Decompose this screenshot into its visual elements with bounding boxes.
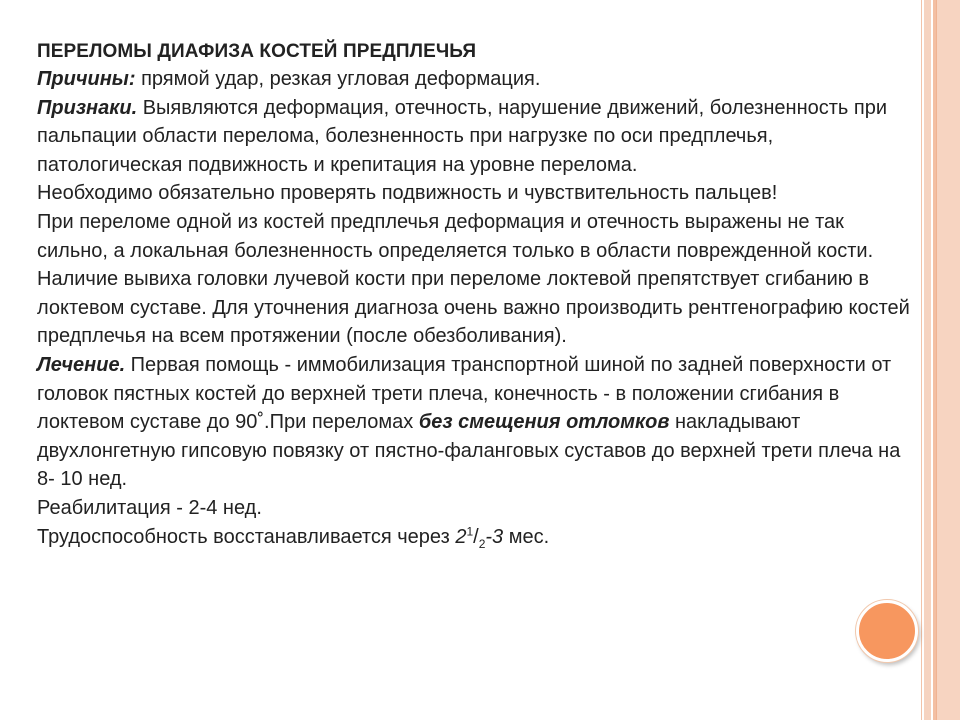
rehab-paragraph: Реабилитация - 2-4 нед. [37, 496, 262, 519]
treatment-text-1: Первая помощь - иммобилизация транспортной шиной по задней поверхности от головок пястных костей до верхней трети плеча, конечность - в положении сгибания в локтевом суставе до 90˚.При переломах [37, 353, 892, 434]
causes-label: Причины: [37, 68, 136, 90]
treatment-label: Лечение. [37, 353, 126, 376]
single-bone-paragraph: При переломе одной из костей предплечья деформация и отечность выражены не так сильно, а локальная болезненность определяется только в области поврежденной кости. Наличие вывиха головки лучевой кости при переломе локтевой препятствует сгибанию в локтевом суставе. Для уточнения диагноза очень важно производить рентгенографию костей предплечья на всем протяжении (после обезболивания). [37, 210, 910, 348]
recovery-slash: / [473, 525, 479, 548]
recovery-suffix: мес. [503, 525, 550, 548]
recovery-paragraph [37, 523, 917, 552]
treatment-text-2: накладывают двухлонгетную гипсовую повязку от пястно-фаланговых суставов до верхней трети плеча на 8- 10 нед. [37, 411, 901, 491]
recovery-range-end: -3 [485, 525, 504, 548]
signs-label: Признаки. [37, 96, 138, 119]
slide-title: ПЕРЕЛОМЫ ДИАФИЗА КОСТЕЙ ПРЕДПЛЕЧЬЯ [37, 41, 477, 62]
signs-paragraph [37, 94, 917, 180]
signs-text: Выявляются деформация, отечность, нарушение движений, болезненность при пальпации области перелома, болезненность при нагрузке по оси предплечья, патологическая подвижность и крепитация на уровне перелома. [37, 96, 887, 176]
treatment-paragraph [37, 351, 917, 494]
decor-stripe [921, 0, 922, 720]
causes-paragraph [37, 65, 917, 94]
orange-circle-icon [856, 600, 918, 662]
recovery-whole: 2 [455, 525, 467, 548]
recovery-denominator: 2 [478, 536, 486, 551]
slide-content [37, 38, 917, 551]
causes-text: прямой удар, резкая угловая деформация. [135, 68, 541, 90]
recovery-prefix: Трудоспособность восстанавливается через [37, 525, 456, 548]
decor-stripe [924, 0, 931, 720]
recovery-numerator: 1 [466, 523, 474, 538]
decor-stripe [936, 0, 960, 720]
treatment-emphasis: без смещения отломков [418, 411, 670, 434]
check-paragraph: Необходимо обязательно проверять подвижность и чувствительность пальцев! [37, 182, 778, 205]
